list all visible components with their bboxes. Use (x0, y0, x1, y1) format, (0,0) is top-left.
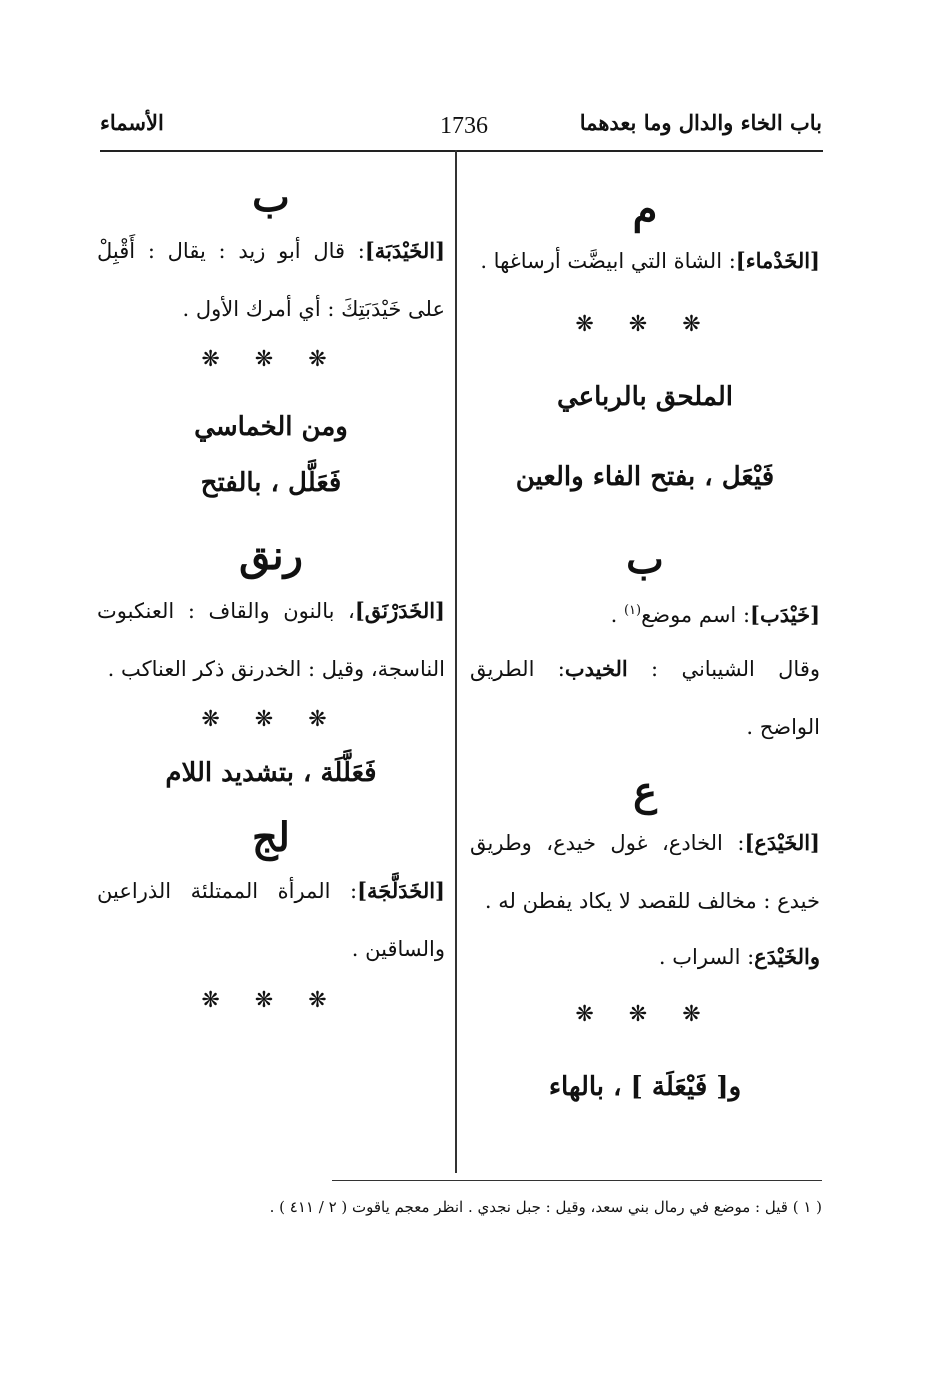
section-heading: الملحق بالرباعي (556, 382, 734, 412)
separator-stars: ❋ ❋ ❋ (575, 1002, 715, 1027)
entry-khaydaba (97, 222, 445, 338)
entry-khaydab (470, 582, 820, 644)
footnote: ( ١ ) قيل : موضع في رمال بني سعد، وقيل : جبل نجدي . انظر معجم ياقوت ( ٢ / ٤١١ ) . (269, 1198, 822, 1216)
page-number: 1736 (440, 113, 488, 139)
entry-term: والخَيْدَع (754, 944, 820, 969)
entry-term: الخيدب (564, 656, 628, 681)
root-heading: لج (251, 814, 290, 861)
entry-term: [الخَيْدَبَة] (364, 238, 445, 263)
letter-heading: م (632, 186, 658, 233)
pattern-heading: فَعَلَّل ، بالفتح (200, 468, 342, 498)
entry-khadalja (97, 862, 445, 978)
entry-term: [الخَدْماء] (735, 248, 820, 273)
entry-definition: : الخادع، غول خيدع، وطريق خيدع : مخالف للقصد لا يكاد يفطن له . (470, 831, 820, 913)
entry-sarab (470, 928, 820, 986)
letter-heading: ب (252, 174, 290, 221)
footnote-ref: (١) (623, 603, 642, 618)
letter-heading: ب (626, 536, 664, 583)
entry-text: : الطريق الواضح . (470, 657, 820, 739)
entry-term: [خَيْدَب] (750, 602, 820, 627)
entry-khaydaa (470, 814, 820, 930)
entry-khadarnaq (97, 582, 445, 698)
separator-stars: ❋ ❋ ❋ (201, 347, 341, 372)
entry-definition: ، بالنون والقاف : العنكبوت الناسجة، وقيل : الخدرنق ذكر العناكب . (97, 599, 445, 681)
section-title: الأسماء (100, 110, 164, 135)
separator-stars: ❋ ❋ ❋ (201, 988, 341, 1013)
root-heading: رنق (239, 532, 303, 579)
pattern-heading: فَعَلَّلَة ، بتشديد اللام (165, 758, 377, 788)
entry-text: وقال الشيباني : (627, 657, 821, 681)
entry-term: [الخَدَرْنَق] (354, 598, 445, 623)
pattern-heading: و[ فَيْعَلَة ] ، بالهاء (548, 1072, 742, 1102)
entry-definition: : اسم موضع (641, 603, 751, 627)
entry-end: . (610, 603, 624, 627)
chapter-title: باب الخاء والدال وما بعدهما (579, 110, 822, 135)
entry-definition: : الشاة التي ابيضَّت أرساغها . (480, 249, 736, 273)
entry-shaybani (470, 640, 820, 756)
header-rule (100, 150, 823, 152)
entry-definition: : المرأة الممتلئة الذراعين والساقين . (97, 879, 445, 961)
pattern-heading: فَيْعَل ، بفتح الفاء والعين (515, 462, 775, 492)
entry-term: [الخَيْدَع] (744, 830, 820, 855)
entry-khadma (470, 232, 820, 290)
letter-heading: ع (633, 768, 657, 815)
separator-stars: ❋ ❋ ❋ (201, 707, 341, 732)
entry-definition: : قال أبو زيد : يقال : أَقْبِلْ على خَيْدَبَتِكَ : أي أمرك الأول . (97, 239, 445, 321)
entry-definition: : السراب . (658, 945, 755, 969)
section-heading: ومن الخماسي (194, 412, 348, 442)
separator-stars: ❋ ❋ ❋ (575, 312, 715, 337)
column-divider (455, 150, 457, 1173)
footnote-rule (332, 1180, 822, 1181)
entry-term: [الخَدَلَّجَة] (357, 878, 445, 903)
